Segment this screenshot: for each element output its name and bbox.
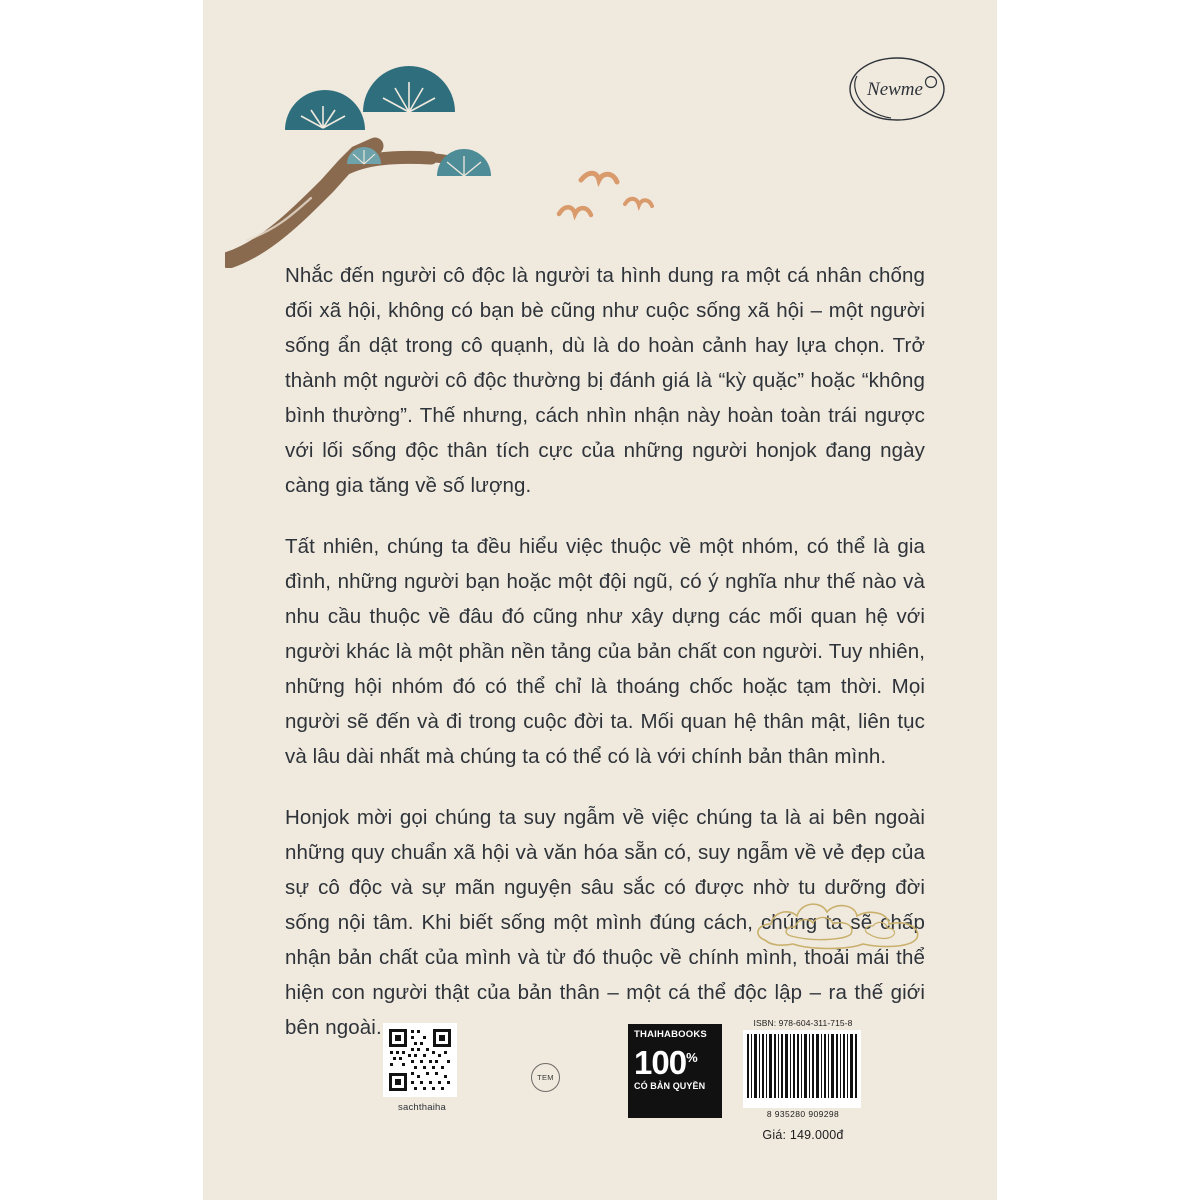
birds-icon [553,160,663,240]
newme-logo [845,52,949,126]
tree-illustration-icon [225,58,525,268]
copyright-number [634,1040,716,1080]
copyright-publisher: THAIHABOOKS [634,1029,707,1040]
qr-code-block [383,1023,461,1113]
barcode-digits: 8 935280 909298 [766,1109,840,1119]
cloud-ornament-icon [751,890,941,960]
blurb-paragraph-1: Nhắc đến người cô độc là người ta hình dung ra một cá nhân chống đối xã hội, không có bạn bè cũng như cuộc sống xã hội – một người sống ẩn dật trong cô quạnh, dù là do hoàn cảnh hay lựa chọn. Trở thành một người cô độc thường bị đánh giá là “kỳ quặc” hoặc “không bình thường”. Thế nhưng, cách nhìn nhận này hoàn toàn trái ngược với lối sống độc thân tích cực của những người honjok đang ngày càng gia tăng về số lượng. [285,264,925,497]
book-cover [203,0,997,1200]
barcode-icon [743,1030,861,1108]
logo-text: Newme [867,79,923,100]
qr-code-icon[interactable] [383,1023,457,1097]
blurb-paragraph-3: Honjok mời gọi chúng ta suy ngẫm về việc chúng ta là ai bên ngoài những quy chuẩn xã hội và văn hóa sẵn có, suy ngẫm về vẻ đẹp của sự cô độc và sự mãn nguyện sâu sắc có được nhờ tu dưỡng đời sống nội tâm. Khi biết sống một mình đúng cách, chúng ta sẽ chấp nhận bản chất của mình và từ đó thuộc về chính mình, thoải mái thể hiện con người thật của bản thân – một cá thể độc lập – ra thế giới bên ngoài. [285,806,925,1039]
copyright-caption: CÓ BẢN QUYỀN [634,1081,706,1091]
stamp-badge: TEM [531,1063,560,1092]
blurb-paragraph-2: Tất nhiên, chúng ta đều hiểu việc thuộc về một nhóm, có thể là gia đình, những người bạn hoặc một đội ngũ, có ý nghĩa như thế nào và nhu cầu thuộc về đâu đó cũng như xây dựng các mối quan hệ với người khác là một phần nền tảng của bản chất con người. Tuy nhiên, những hội nhóm đó có thể chỉ là thoáng chốc hoặc tạm thời. Mọi người sẽ đến và đi trong cuộc đời ta. Mối quan hệ thân mật, liên tục và lâu dài nhất mà chúng ta có thể có là với chính bản thân mình. [285,535,925,768]
copyright-number-value: 100 [634,1044,687,1081]
copyright-badge [628,1024,722,1118]
cover-footer [203,1010,997,1160]
price-label: Giá: 149.000đ [762,1128,844,1142]
copyright-percent: % [686,1050,697,1065]
qr-caption: sachthaiha [398,1102,446,1113]
isbn-text: ISBN: 978-604-311-715-8 [753,1018,853,1028]
isbn-barcode-block [743,1018,863,1142]
